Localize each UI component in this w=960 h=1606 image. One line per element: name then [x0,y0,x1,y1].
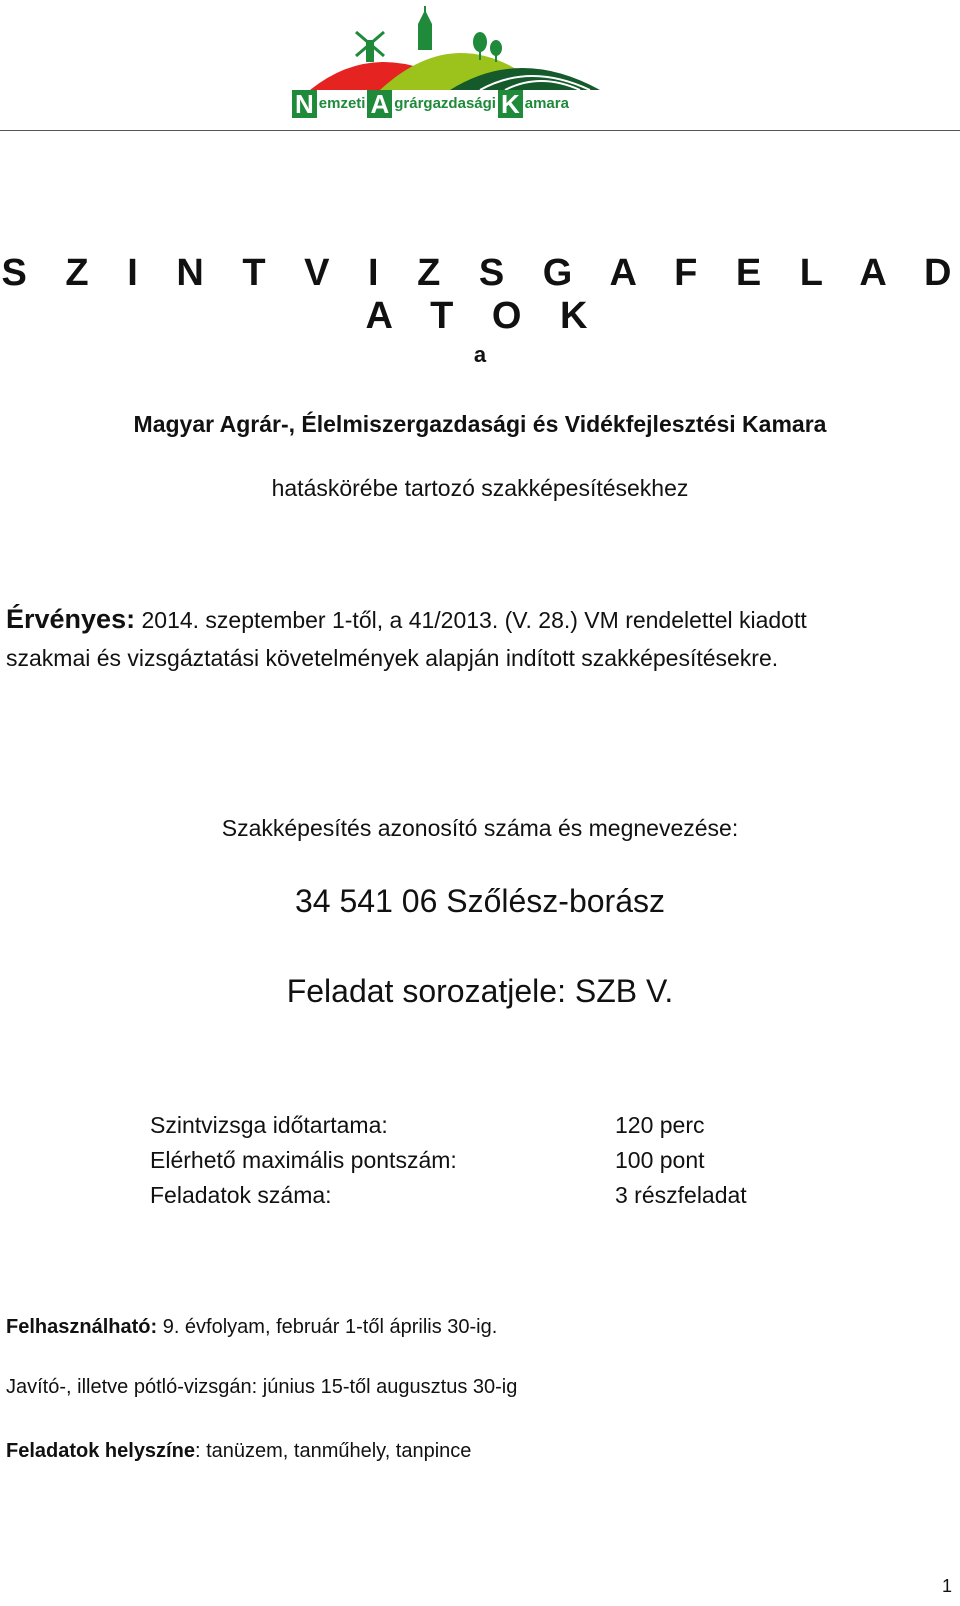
exam-info-row [150,1108,747,1143]
exam-info-row [150,1143,747,1178]
exam-location [6,1440,471,1463]
location-text: : tanüzem, tanműhely, tanpince [194,1440,472,1462]
exam-info-value: 3 részfeladat [615,1182,747,1208]
exam-info-row [150,1178,747,1213]
exam-info-table [150,1108,747,1213]
validity-label: Érvényes: [6,604,136,634]
logo-word: emzeti [318,95,366,112]
usable-label: Felhasználható: [6,1316,158,1338]
logo-letter: K [498,90,523,118]
qualification-label: Szakképesítés azonosító száma és megnevezése: [221,815,739,841]
document-title: S Z I N T V I Z S G A F E L A D A T O K [1,252,959,337]
usable-text: 9. évfolyam, február 1-től április 30-ig. [157,1316,498,1338]
exam-info-value: 120 perc [615,1112,705,1138]
qualification-name: 34 541 06 Szőlész-borász [295,883,665,919]
logo-wordmark [292,90,606,118]
logo-word: grárgazdasági [394,95,496,112]
validity-paragraph [6,600,956,677]
scope-text: hatáskörébe tartozó szakképesítésekhez [271,475,689,501]
exam-info-key: Szintvizsga időtartama: [150,1112,388,1138]
exam-info-key: Feladatok száma: [150,1182,332,1208]
exam-info-value: 100 pont [615,1147,705,1173]
logo-letter: A [367,90,392,118]
logo-word: amara [524,95,569,112]
header-divider [0,130,960,131]
page-number: 1 [941,1576,952,1596]
logo-letter: N [292,90,317,118]
organization-name: Magyar Agrár-, Élelmiszergazdasági és Vidékfejlesztési Kamara [133,411,827,437]
validity-line1: 2014. szeptember 1-től, a 41/2013. (V. 28.) VM rendelettel kiadott [135,607,807,633]
resit-period: Javító-, illetve pótló-vizsgán: június 15-től augusztus 30-ig [6,1376,518,1398]
series-code: Feladat sorozatjele: SZB V. [286,973,674,1009]
nak-logo [290,6,610,119]
validity-line2: szakmai és vizsgáztatási követelmények alapján indított szakképesítésekre. [6,645,779,671]
title-connector: a [473,342,487,367]
exam-info-key: Elérhető maximális pontszám: [150,1147,457,1173]
location-label: Feladatok helyszíne [6,1440,195,1462]
logo-hills-graphic [290,6,610,96]
usable-period [6,1316,497,1339]
